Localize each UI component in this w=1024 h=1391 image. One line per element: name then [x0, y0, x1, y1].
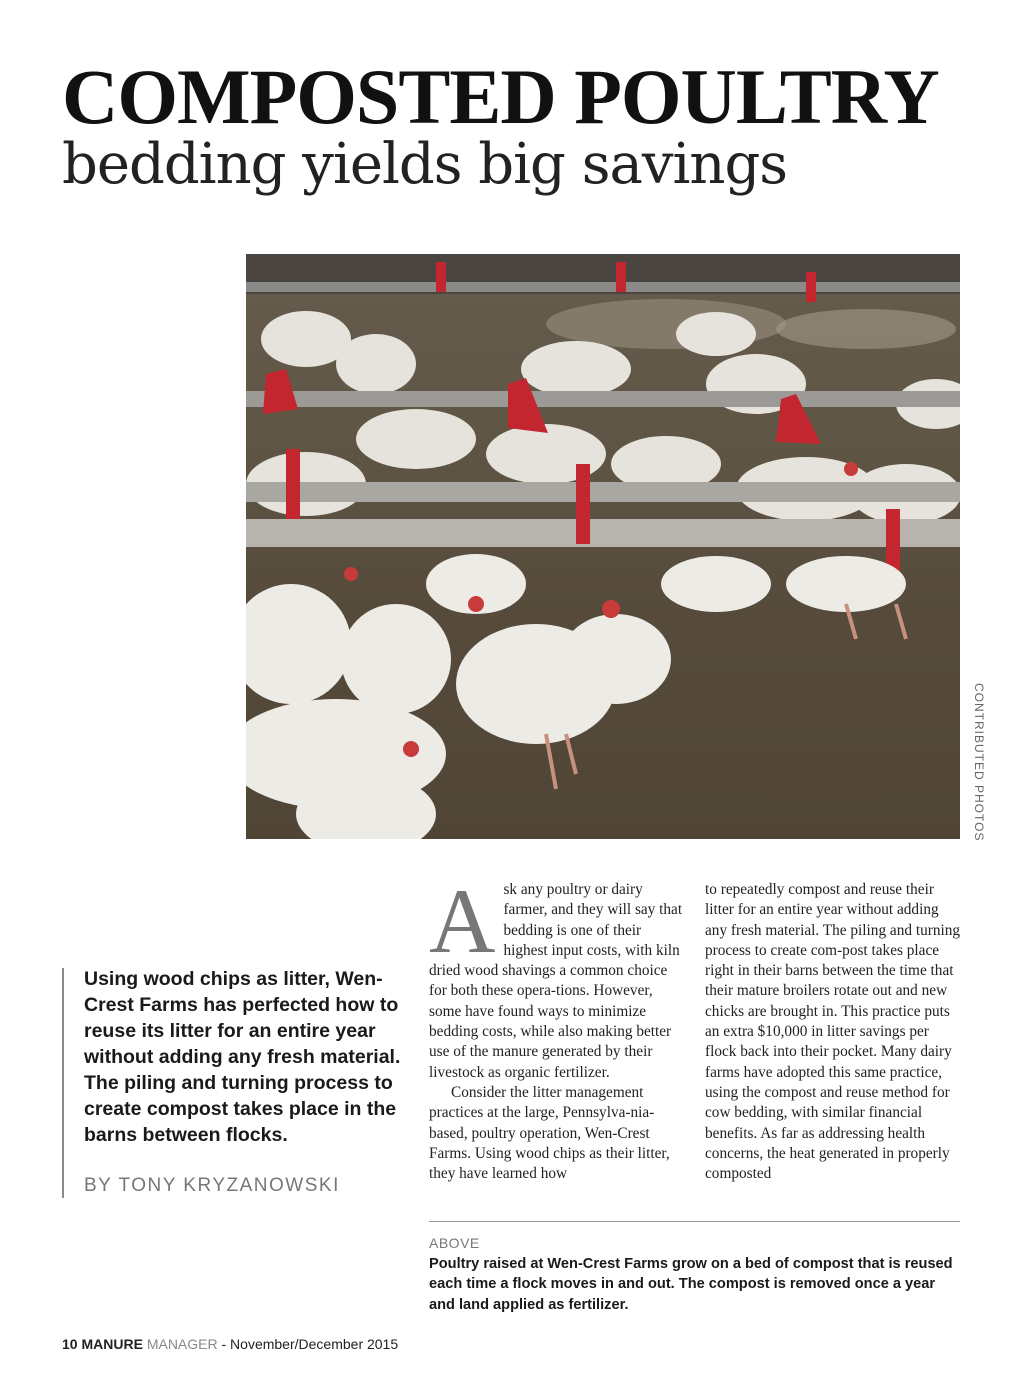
byline: BY TONY KRYZANOWSKI — [84, 1175, 340, 1196]
pull-quote: Using wood chips as litter, Wen-Crest Farms has perfected how to reuse its litter for an entire year without adding any fresh material. The piling and turning process to create compost takes place in the barns between flocks. — [84, 968, 401, 1146]
page-number: 10 — [62, 1336, 78, 1352]
caption-rule — [429, 1221, 960, 1222]
article-column-1 — [429, 870, 687, 1184]
pull-quote-rule — [62, 968, 64, 1198]
headline-main: COMPOSTED POULTRY — [62, 53, 939, 140]
headline-sub: bedding yields big savings — [62, 132, 788, 197]
article-paragraph-1-text: sk any poultry or dairy farmer, and they will say that bedding is one of their highest input costs, with kiln dried wood shavings a common choice for both these opera-tions. However, some have found ways to minimize bedding costs, while also making better use of the manure generated by their livestock as organic fertilizer. — [429, 881, 683, 1081]
photo-credit: CONTRIBUTED PHOTOS — [972, 683, 986, 842]
issue-date: - November/December 2015 — [221, 1336, 399, 1352]
article-paragraph-1 — [429, 870, 687, 1083]
caption-text: Poultry raised at Wen-Crest Farms grow on a bed of compost that is reused each time a flock moves in and out. The compost is removed once a year and land applied as fertilizer. — [429, 1256, 953, 1313]
article-paragraph-3: to repeatedly compost and reuse their litter for an entire year without adding any fresh material. The piling and turning process to create com-post takes place right in their barns between the time that their mature broilers rotate out and new chicks are brought in. This practice puts an extra $10,000 in litter savings per flock back into their pocket. Many dairy farms have adopted this same practice, using the compost and reuse method for cow bedding, with similar financial benefits. As far as addressing health concerns, the heat generated in properly composted — [705, 881, 961, 1183]
article-photo — [246, 254, 960, 839]
article-column-2 — [705, 880, 963, 1184]
page-footer — [62, 1336, 398, 1352]
magazine-name-light: MANAGER — [146, 1336, 218, 1352]
caption-label: ABOVE — [429, 1235, 480, 1251]
drop-cap: A — [429, 870, 496, 972]
magazine-name-bold: MANURE — [81, 1336, 143, 1352]
article-paragraph-2: Consider the litter management practices at the large, Pennsylva-nia-based, poultry operation, Wen-Crest Farms. Using wood chips as their litter, they have learned how — [429, 1083, 670, 1183]
